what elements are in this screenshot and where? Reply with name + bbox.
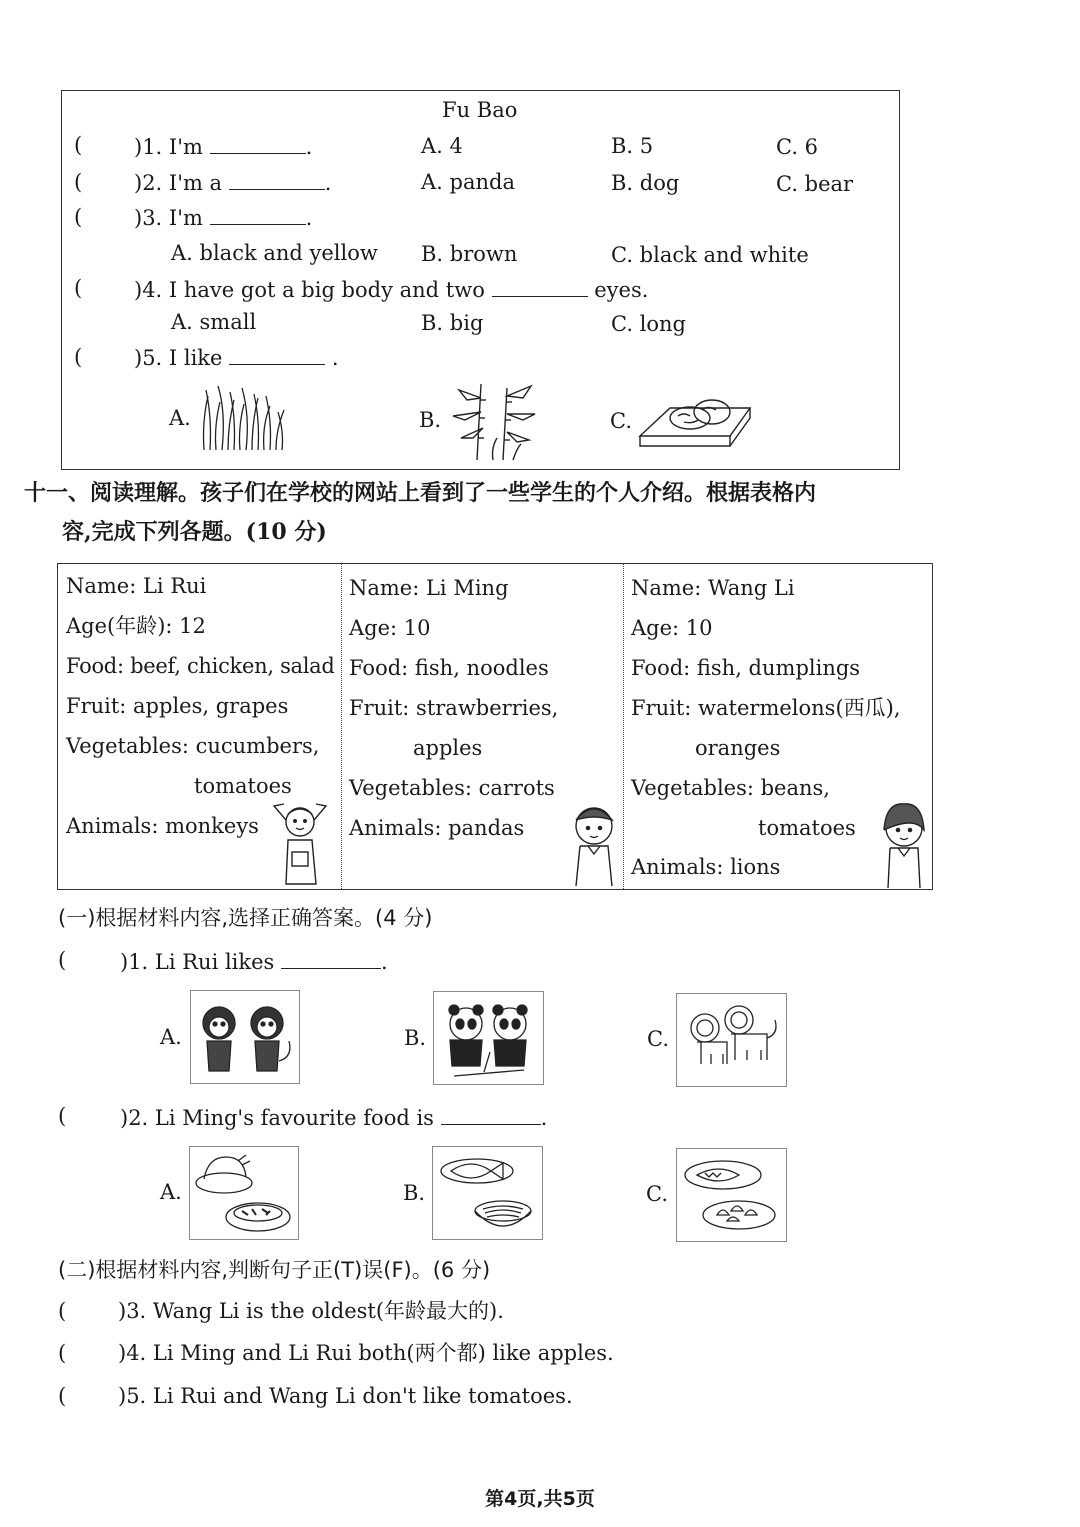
part-a-heading: (一)根据材料内容,选择正确答案。(4 分) [58,906,433,930]
profile-animals: Animals: lions [631,855,781,879]
fubao-title: Fu Bao [442,98,518,122]
profile-vegetables-cont: tomatoes [758,816,856,840]
profile-age: Age: 10 [631,616,713,640]
image-frame [433,991,544,1085]
option-a: A. [169,406,191,430]
option-a: A. [160,1180,182,1204]
answer-blank[interactable] [229,342,325,365]
profile-vegetables-cont: tomatoes [194,774,292,798]
option-c: C. [647,1027,669,1051]
column-divider [341,564,342,889]
paren: ( [58,1104,67,1128]
boy-stretching-illustration [268,800,334,886]
option-c: C. bear [776,172,854,196]
question-stem: )5. I like . [134,342,339,372]
image-frame [676,993,787,1087]
paren: ( [74,170,83,194]
grass-icon [198,382,290,452]
option-b: B. [404,1026,427,1050]
lions-icon [677,994,784,1084]
option-a: A. black and yellow [171,241,378,265]
option-b: B. dog [611,171,680,195]
option-a: A. [160,1025,182,1049]
profile-animals: Animals: pandas [349,816,525,840]
monkeys-icon [191,991,297,1081]
boy-illustration [566,800,622,886]
page-number: 第4页,共5页 [485,1488,595,1510]
paren: ( [74,345,83,369]
answer-blank[interactable] [210,131,306,154]
image-frame [676,1148,787,1242]
option-b: B. 5 [611,134,654,158]
profile-food: Food: fish, dumplings [631,656,861,680]
profile-name: Name: Li Ming [349,576,509,600]
fish-dumplings-icon [677,1149,784,1239]
paren: ( [58,948,67,972]
meat-plate-icon [638,388,754,450]
profile-animals: Animals: monkeys [66,814,259,838]
judgement-statement: )5. Li Rui and Wang Li don't like tomatoes. [118,1384,573,1408]
pandas-icon [434,992,541,1082]
answer-blank[interactable] [281,946,381,969]
answer-blank[interactable] [210,202,306,225]
image-frame [432,1146,543,1240]
fish-noodles-icon [433,1147,540,1237]
profile-fruit: Fruit: watermelons(西瓜), [631,696,901,720]
question-stem: )4. I have got a big body and two eyes. [134,274,648,304]
profile-fruit: Fruit: strawberries, [349,696,559,720]
option-a: A. small [171,310,257,334]
option-b: B. brown [421,242,518,266]
part-b-heading: (二)根据材料内容,判断句子正(T)误(F)。(6 分) [58,1258,491,1282]
profile-name: Name: Li Rui [66,574,207,598]
option-c: C. 6 [776,135,819,159]
answer-blank[interactable] [229,167,325,190]
profile-name: Name: Wang Li [631,576,795,600]
question-stem: )3. I'm . [134,202,312,232]
profile-vegetables: Vegetables: cucumbers, [66,734,320,758]
option-c: C. [610,409,632,433]
option-b: B. big [421,311,484,335]
question-stem: )1. Li Rui likes . [120,946,388,976]
column-divider [623,564,624,889]
paren: ( [58,1299,67,1323]
profile-fruit: Fruit: apples, grapes [66,694,289,718]
option-a: A. panda [421,170,515,194]
option-c: C. black and white [611,243,809,267]
answer-blank[interactable] [492,274,588,297]
question-stem: )1. I'm . [134,131,312,161]
profile-fruit-cont: oranges [695,736,781,760]
bamboo-icon [447,378,539,462]
section-heading: 十一、阅读理解。孩子们在学校的网站上看到了一些学生的个人介绍。根据表格内 [24,480,817,506]
option-c: C. [646,1182,668,1206]
paren: ( [74,205,83,229]
profile-fruit-cont: apples [413,736,483,760]
option-b: B. [419,408,442,432]
profile-age: Age(年龄): 12 [66,614,206,638]
option-a: A. 4 [421,134,463,158]
girl-illustration [876,800,932,888]
paren: ( [74,133,83,157]
profile-age: Age: 10 [349,616,431,640]
paren: ( [58,1341,67,1365]
section-heading-cont: 容,完成下列各题。(10 分) [62,519,327,545]
question-stem: )2. Li Ming's favourite food is . [120,1102,547,1132]
profile-food: Food: fish, noodles [349,656,549,680]
judgement-statement: )3. Wang Li is the oldest(年龄最大的). [118,1299,504,1323]
option-b: B. [403,1181,426,1205]
answer-blank[interactable] [441,1102,541,1125]
paren: ( [74,276,83,300]
question-stem: )2. I'm a . [134,167,331,197]
option-c: C. long [611,312,686,336]
profile-vegetables: Vegetables: carrots [349,776,555,800]
judgement-statement: )4. Li Ming and Li Rui both(两个都) like apples. [118,1341,614,1365]
image-frame [190,990,300,1084]
chicken-salad-icon [190,1147,296,1237]
image-frame [189,1146,299,1240]
profile-vegetables: Vegetables: beans, [631,776,830,800]
profile-food: Food: beef, chicken, salad [66,654,335,678]
paren: ( [58,1384,67,1408]
